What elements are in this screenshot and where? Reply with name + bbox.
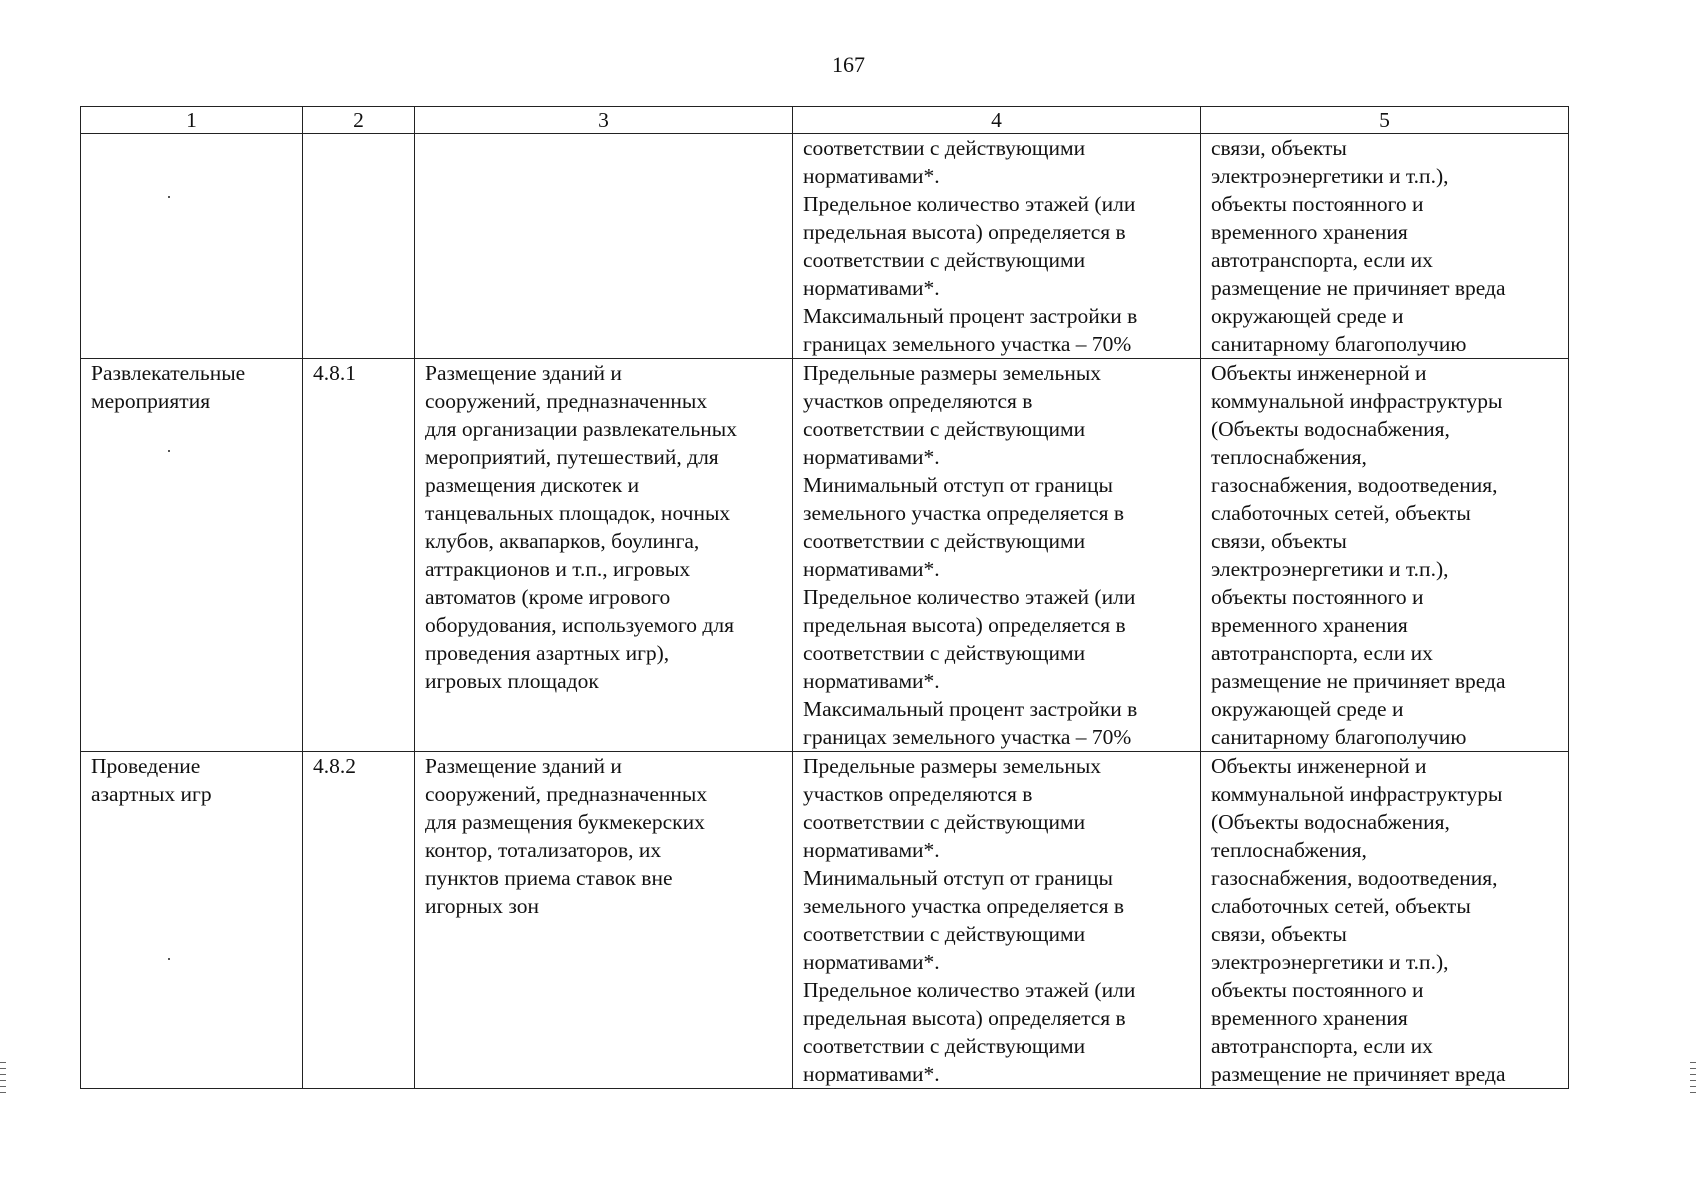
text-line: границах земельного участка – 70% <box>803 725 1132 749</box>
cell-parameters <box>793 134 1201 359</box>
text-line: связи, объекты <box>1211 136 1347 160</box>
text-line: Максимальный процент застройки в <box>803 697 1138 721</box>
text-line: нормативами*. <box>803 1062 940 1086</box>
text-line: соответствии с действующими <box>803 417 1086 441</box>
cell-parameters <box>793 752 1201 1089</box>
text-line: проведения азартных игр), <box>425 641 670 665</box>
text-line: Предельное количество этажей (или <box>803 192 1136 216</box>
text-line: мероприятий, путешествий, для <box>425 445 719 469</box>
land-use-table <box>80 106 1569 1089</box>
text-line: Объекты инженерной и <box>1211 361 1427 385</box>
header-col-3: 3 <box>415 107 793 134</box>
text-line: нормативами*. <box>803 950 940 974</box>
text-line: сооружений, предназначенных <box>425 389 708 413</box>
cell-auxiliary-uses <box>1201 359 1569 752</box>
text-line: электроэнергетики и т.п.), <box>1211 557 1449 581</box>
text-line: размещение не причиняет вреда <box>1211 1062 1506 1086</box>
text-line: (Объекты водоснабжения, <box>1211 417 1450 441</box>
header-col-1: 1 <box>81 107 303 134</box>
text-line: для организации развлекательных <box>425 417 737 441</box>
text-line: мероприятия <box>91 389 211 413</box>
text-line: коммунальной инфраструктуры <box>1211 389 1503 413</box>
text-line: земельного участка определяется в <box>803 501 1124 525</box>
text-line: газоснабжения, водоотведения, <box>1211 866 1498 890</box>
text-line: нормативами*. <box>803 669 940 693</box>
text-line: Предельные размеры земельных <box>803 754 1102 778</box>
text-line: теплоснабжения, <box>1211 445 1367 469</box>
text-line: автотранспорта, если их <box>1211 641 1433 665</box>
cell-use-name <box>81 752 303 1089</box>
text-line: объекты постоянного и <box>1211 192 1424 216</box>
header-row <box>81 107 1569 134</box>
text-line: сооружений, предназначенных <box>425 782 708 806</box>
text-line: предельная высота) определяется в <box>803 1006 1126 1030</box>
text-line: танцевальных площадок, ночных <box>425 501 731 525</box>
text-line: (Объекты водоснабжения, <box>1211 810 1450 834</box>
text-line: участков определяются в <box>803 389 1033 413</box>
text-line: электроэнергетики и т.п.), <box>1211 950 1449 974</box>
text-line: автоматов (кроме игрового <box>425 585 671 609</box>
text-line: Предельное количество этажей (или <box>803 978 1136 1002</box>
text-line: оборудования, используемого для <box>425 613 734 637</box>
text-line: нормативами*. <box>803 276 940 300</box>
text-line: соответствии с действующими <box>803 641 1086 665</box>
text-line: Предельные размеры земельных <box>803 361 1102 385</box>
text-line: нормативами*. <box>803 164 940 188</box>
text-line: Минимальный отступ от границы <box>803 473 1113 497</box>
cell-auxiliary-uses <box>1201 134 1569 359</box>
text-line: предельная высота) определяется в <box>803 613 1126 637</box>
text-line: автотранспорта, если их <box>1211 248 1433 272</box>
text-line: соответствии с действующими <box>803 529 1086 553</box>
text-line: Объекты инженерной и <box>1211 754 1427 778</box>
text-line: предельная высота) определяется в <box>803 220 1126 244</box>
text-line: автотранспорта, если их <box>1211 1034 1433 1058</box>
cell-use-code: 4.8.2 <box>303 752 415 1089</box>
scan-edge-marks <box>0 1062 6 1096</box>
text-line: нормативами*. <box>803 838 940 862</box>
text-line: клубов, аквапарков, боулинга, <box>425 529 700 553</box>
text-line: размещения дискотек и <box>425 473 640 497</box>
cell-use-description <box>415 359 793 752</box>
text-line: связи, объекты <box>1211 529 1347 553</box>
text-line: санитарному благополучию <box>1211 725 1467 749</box>
text-line: теплоснабжения, <box>1211 838 1367 862</box>
cell-use-name <box>81 134 303 359</box>
text-line: Предельное количество этажей (или <box>803 585 1136 609</box>
text-line: санитарному благополучию <box>1211 332 1467 356</box>
text-line: игровых площадок <box>425 669 599 693</box>
text-line: пунктов приема ставок вне <box>425 866 673 890</box>
text-line: аттракционов и т.п., игровых <box>425 557 691 581</box>
text-line: коммунальной инфраструктуры <box>1211 782 1503 806</box>
text-line: Размещение зданий и <box>425 754 622 778</box>
text-line: слаботочных сетей, объекты <box>1211 894 1471 918</box>
table-row <box>81 359 1569 752</box>
text-line: нормативами*. <box>803 557 940 581</box>
cell-use-code <box>303 134 415 359</box>
text-line: соответствии с действующими <box>803 1034 1086 1058</box>
header-col-2: 2 <box>303 107 415 134</box>
text-line: контор, тотализаторов, их <box>425 838 662 862</box>
text-line: нормативами*. <box>803 445 940 469</box>
text-line: Развлекательные <box>91 361 246 385</box>
page-number: 167 <box>832 52 865 77</box>
scan-speck <box>168 196 170 198</box>
header-col-5: 5 <box>1201 107 1569 134</box>
text-line: временного хранения <box>1211 1006 1408 1030</box>
text-line: соответствии с действующими <box>803 810 1086 834</box>
text-line: соответствии с действующими <box>803 248 1086 272</box>
scan-speck <box>168 958 170 960</box>
text-line: соответствии с действующими <box>803 136 1086 160</box>
scan-speck <box>168 450 170 452</box>
text-line: Максимальный процент застройки в <box>803 304 1138 328</box>
cell-use-code: 4.8.1 <box>303 359 415 752</box>
text-line: слаботочных сетей, объекты <box>1211 501 1471 525</box>
cell-use-description <box>415 134 793 359</box>
text-line: для размещения букмекерских <box>425 810 705 834</box>
text-line: газоснабжения, водоотведения, <box>1211 473 1498 497</box>
text-line: временного хранения <box>1211 613 1408 637</box>
text-line: временного хранения <box>1211 220 1408 244</box>
table-row <box>81 752 1569 1089</box>
text-line: игорных зон <box>425 894 539 918</box>
header-col-4: 4 <box>793 107 1201 134</box>
cell-parameters <box>793 359 1201 752</box>
text-line: электроэнергетики и т.п.), <box>1211 164 1449 188</box>
cell-use-description <box>415 752 793 1089</box>
text-line: окружающей среде и <box>1211 304 1404 328</box>
text-line: объекты постоянного и <box>1211 585 1424 609</box>
text-line: границах земельного участка – 70% <box>803 332 1132 356</box>
table-row-continued <box>81 134 1569 359</box>
text-line: размещение не причиняет вреда <box>1211 669 1506 693</box>
text-line: Минимальный отступ от границы <box>803 866 1113 890</box>
scan-edge-marks <box>1690 1062 1696 1096</box>
text-line: участков определяются в <box>803 782 1033 806</box>
text-line: окружающей среде и <box>1211 697 1404 721</box>
text-line: объекты постоянного и <box>1211 978 1424 1002</box>
text-line: Проведение <box>91 754 201 778</box>
text-line: Размещение зданий и <box>425 361 622 385</box>
text-line: земельного участка определяется в <box>803 894 1124 918</box>
cell-use-name <box>81 359 303 752</box>
text-line: связи, объекты <box>1211 922 1347 946</box>
cell-auxiliary-uses <box>1201 752 1569 1089</box>
text-line: азартных игр <box>91 782 212 806</box>
text-line: размещение не причиняет вреда <box>1211 276 1506 300</box>
text-line: соответствии с действующими <box>803 922 1086 946</box>
